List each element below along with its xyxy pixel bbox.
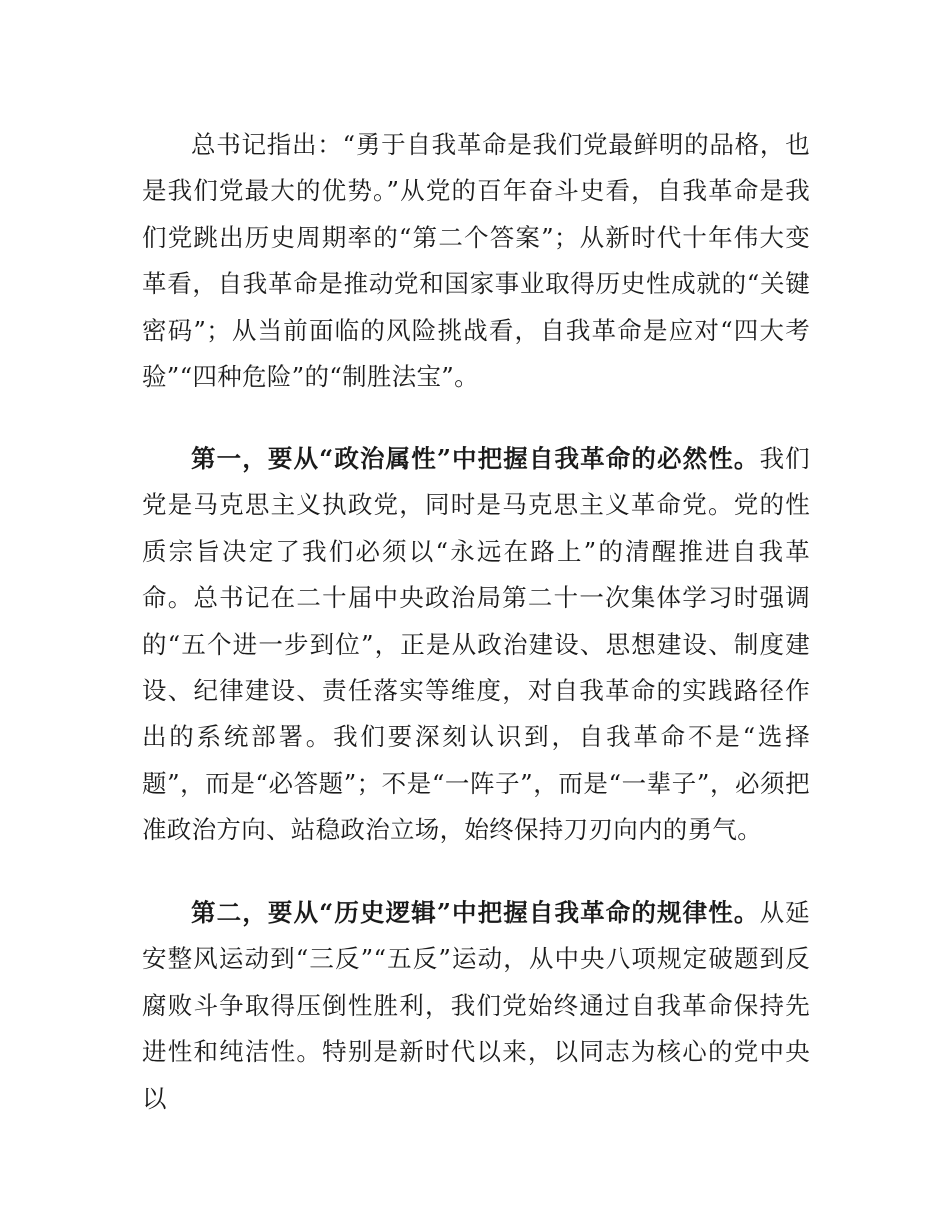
paragraph-heading: 第二，要从“历史逻辑”中把握自我革命的规律性。 [191, 898, 760, 927]
paragraph-heading: 第一，要从“政治属性”中把握自我革命的必然性。 [191, 444, 760, 473]
paragraph-second-point [142, 890, 810, 1122]
paragraph-text: 我们党是马克思主义执政党，同时是马克思主义革命党。党的性质宗旨决定了我们必须以“永远在路上”的清醒推进自我革命。总书记在二十届中央政治局第二十一次集体学习时强调的“五个进一步到位”，正是从政治建设、思想建设、制度建设、纪律建设、责任落实等维度，对自我革命的实践路径作出的系统部署。我们要深刻认识到，自我革命不是“选择题”，而是“必答题”；不是“一阵子”，而是“一辈子”，必须把准政治方向、站稳政治立场，始终保持刀刃向内的勇气。 [142, 444, 810, 845]
paragraph-text: 总书记指出：“勇于自我革命是我们党最鲜明的品格，也是我们党最大的优势。”从党的百年奋斗史看，自我革命是我们党跳出历史周期率的“第二个答案”；从新时代十年伟大变革看，自我革命是推动党和国家事业取得历史性成就的“关键密码”；从当前面临的风险挑战看，自我革命是应对“四大考验”“四种危险”的“制胜法宝”。 [142, 130, 810, 392]
paragraph-text: 从延安整风运动到“三反”“五反”运动，从中央八项规定破题到反腐败斗争取得压倒性胜利，我们党始终通过自我革命保持先进性和纯洁性。特别是新时代以来，以同志为核心的党中央以 [142, 898, 810, 1113]
paragraph-first-point [142, 436, 810, 854]
paragraph-intro [142, 122, 810, 400]
